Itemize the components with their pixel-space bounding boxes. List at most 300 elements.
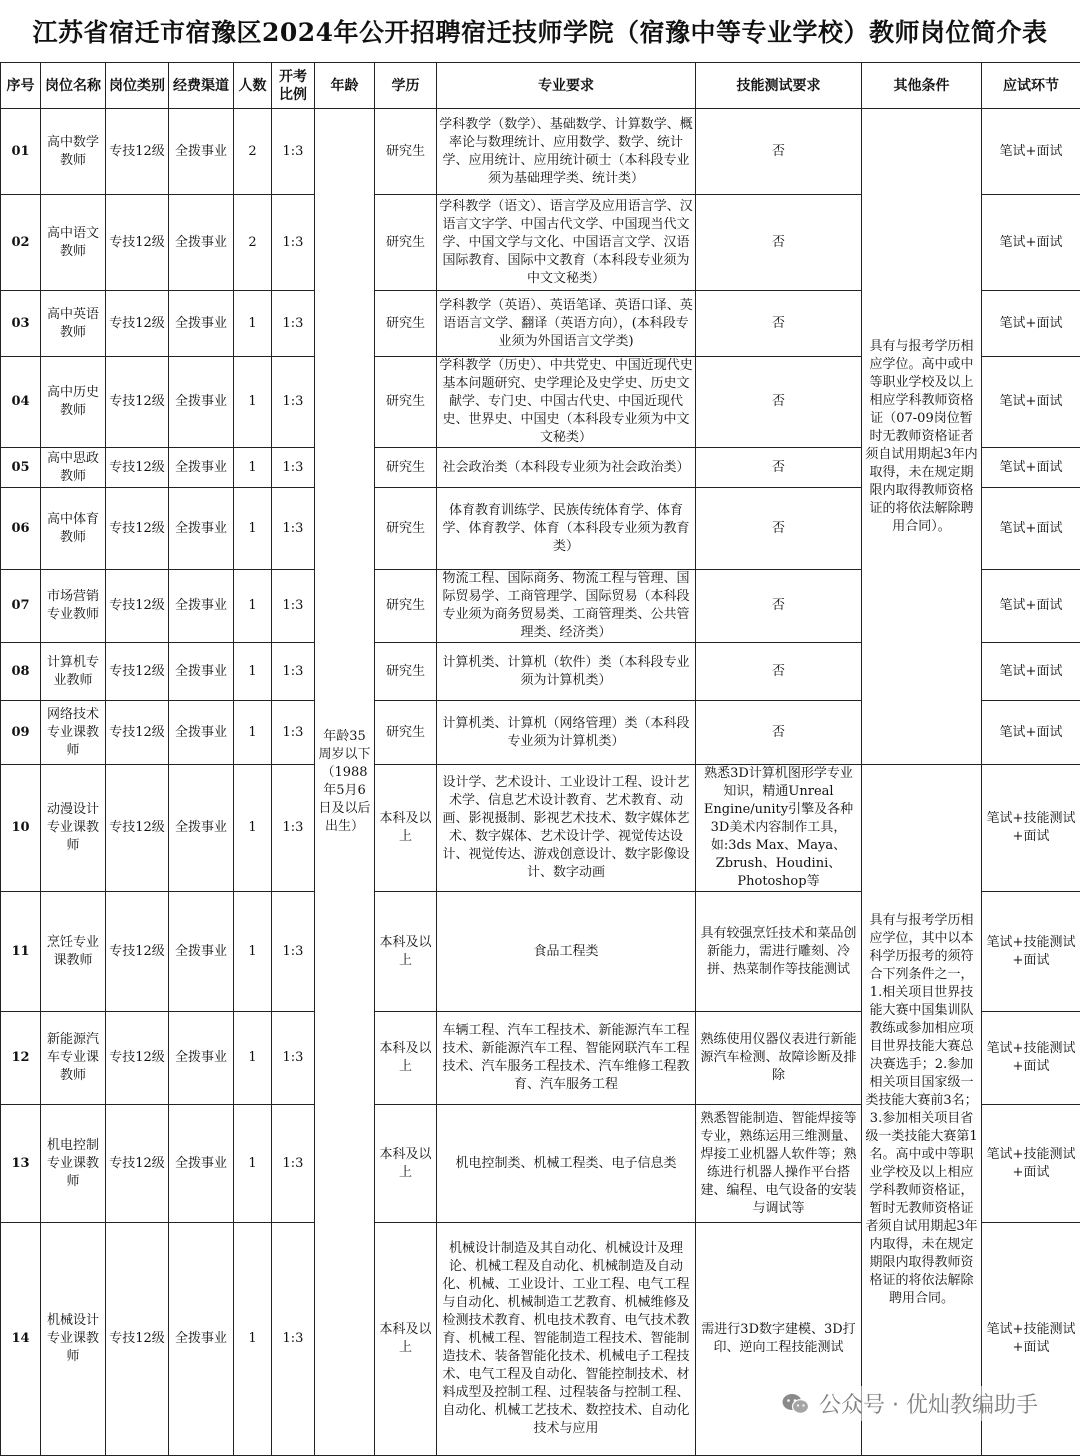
cell-exam-text: 笔试+面试 [984, 234, 1078, 252]
cell-count-text: 1 [236, 1330, 269, 1348]
cell-major [437, 765, 696, 892]
cell-category-text: 专技12级 [108, 393, 166, 411]
cell-skill-text: 熟悉3D计算机图形学专业知识，精通Unreal Engine/unity引擎及各种3D美术内容制作工具，如:3ds Max、Maya、Zbrush、Houdini、Photoshop等 [698, 765, 859, 891]
cell-name [41, 488, 106, 570]
cell-skill-text: 否 [698, 143, 859, 161]
cell-major-text: 设计学、艺术设计、工业设计工程、设计艺术学、信息艺术设计教育、艺术教育、动画、影视摄制、影视艺术技术、数字媒体艺术、数字媒体、艺术设计学、视觉传达设计、视觉传达、游戏创意设计、数字影像设计、数字动画 [439, 774, 693, 882]
cell-count-text: 1 [236, 1049, 269, 1067]
cell-count-text: 1 [236, 943, 269, 961]
cell-category [106, 1105, 169, 1223]
cell-funding-text: 全拨事业 [171, 1155, 231, 1173]
cell-ratio-text: 1:3 [274, 234, 312, 252]
cell-count-text: 1 [236, 724, 269, 742]
cell-count-text: 1 [236, 393, 269, 411]
cell-category [106, 448, 169, 488]
cell-seq-text: 07 [3, 597, 38, 615]
cell-ratio [272, 357, 315, 448]
cell-skill-text: 否 [698, 234, 859, 252]
cell-ratio-text: 1:3 [274, 663, 312, 681]
cell-exam-text: 笔试+面试 [984, 393, 1078, 411]
cell-skill [696, 892, 862, 1012]
cell-funding [169, 357, 234, 448]
cell-name-text: 高中历史教师 [43, 384, 103, 420]
cell-exam-text: 笔试+面试 [984, 724, 1078, 742]
cell-major [437, 448, 696, 488]
cell-count-text: 1 [236, 597, 269, 615]
cell-exam-text: 笔试+面试 [984, 459, 1078, 477]
cell-funding [169, 892, 234, 1012]
cell-ratio [272, 570, 315, 643]
cell-major-text: 社会政治类（本科段专业须为社会政治类） [439, 459, 693, 477]
cell-major [437, 357, 696, 448]
cell-edu-text: 研究生 [377, 234, 434, 252]
cell-exam-text: 笔试+技能测试+面试 [984, 1146, 1078, 1182]
cell-seq [1, 765, 41, 892]
cell-seq [1, 195, 41, 291]
cell-edu [375, 488, 437, 570]
cell-edu-text: 本科及以上 [377, 810, 434, 846]
cell-age-text: 年龄35周岁以下（1988年5月6日及以后出生） [317, 728, 372, 836]
cell-ratio [272, 765, 315, 892]
cell-category-text: 专技12级 [108, 819, 166, 837]
cell-skill-text: 否 [698, 315, 859, 333]
job-table [0, 62, 1080, 1456]
cell-exam-text: 笔试+技能测试+面试 [984, 1040, 1078, 1076]
cell-funding-text: 全拨事业 [171, 597, 231, 615]
cell-skill-text: 熟练使用仪器仪表进行新能源汽车检测、故障诊断及排除 [698, 1031, 859, 1085]
cell-ratio [272, 1223, 315, 1456]
cell-major-text: 机械设计制造及其自动化、机械设计及理论、机械工程及自动化、机械制造及自动化、机械、工业设计、工业工程、电气工程与自动化、机械制造工艺教育、机械维修及检测技术教育、机电技术教育、电气技术教育、机械工程、智能制造工程技术、智能制造技术、装备智能化技术、机械电子工程技术、电气工程及自动化、智能控制技术、材料成型及控制工程、过程装备与控制工程、自动化、机械工艺技术、数控技术、自动化技术与应用 [439, 1240, 693, 1438]
cell-edu [375, 291, 437, 357]
cell-name [41, 701, 106, 765]
cell-count-text: 2 [236, 234, 269, 252]
cell-exam [982, 765, 1080, 892]
cell-major-text: 机电控制类、机械工程类、电子信息类 [439, 1155, 693, 1173]
cell-funding-text: 全拨事业 [171, 1049, 231, 1067]
cell-major [437, 109, 696, 195]
cell-exam-text: 笔试+技能测试+面试 [984, 1321, 1078, 1357]
cell-funding [169, 1012, 234, 1105]
cell-funding-text: 全拨事业 [171, 143, 231, 161]
cell-category-text: 专技12级 [108, 315, 166, 333]
header-exam: 应试环节 [982, 63, 1080, 109]
cell-category [106, 765, 169, 892]
cell-seq-text: 09 [3, 724, 38, 742]
cell-edu [375, 765, 437, 892]
cell-count [234, 765, 272, 892]
cell-name [41, 765, 106, 892]
cell-ratio-text: 1:3 [274, 520, 312, 538]
header-count: 人数 [234, 63, 272, 109]
cell-skill [696, 765, 862, 892]
cell-category [106, 1223, 169, 1456]
cell-skill [696, 701, 862, 765]
cell-category-text: 专技12级 [108, 1330, 166, 1348]
cell-ratio [272, 109, 315, 195]
cell-ratio [272, 291, 315, 357]
cell-category [106, 291, 169, 357]
cell-edu-text: 本科及以上 [377, 1146, 434, 1182]
cell-name [41, 109, 106, 195]
cell-name [41, 1223, 106, 1456]
cell-major [437, 1105, 696, 1223]
cell-edu-text: 本科及以上 [377, 934, 434, 970]
cell-name-text: 机械设计专业课教师 [43, 1312, 103, 1366]
cell-seq-text: 14 [3, 1330, 38, 1348]
cell-funding [169, 195, 234, 291]
cell-edu [375, 892, 437, 1012]
cell-major-text: 物流工程、国际商务、物流工程与管理、国际贸易学、工商管理学、国际贸易（本科段专业须为商务贸易类、工商管理类、公共管理类、经济类） [439, 570, 693, 642]
cell-major-text: 学科教学（英语）、英语笔译、英语口译、英语语言文学、翻译（英语方向），(本科段专业须为外国语言文学类) [439, 297, 693, 351]
cell-ratio [272, 643, 315, 701]
cell-seq-text: 02 [3, 234, 38, 252]
cell-funding-text: 全拨事业 [171, 724, 231, 742]
cell-skill-text: 熟悉智能制造、智能焊接等专业，熟练运用三维测量、焊接工业机器人软件等；熟练进行机器人操作平台搭建、编程、电气设备的安装与调试等 [698, 1110, 859, 1218]
cell-seq [1, 291, 41, 357]
cell-count-text: 1 [236, 520, 269, 538]
cell-count-text: 1 [236, 663, 269, 681]
cell-skill [696, 357, 862, 448]
header-category: 岗位类别 [106, 63, 169, 109]
cell-major [437, 701, 696, 765]
cell-exam [982, 195, 1080, 291]
cell-edu [375, 448, 437, 488]
cell-funding-text: 全拨事业 [171, 819, 231, 837]
header-edu: 学历 [375, 63, 437, 109]
cell-seq [1, 357, 41, 448]
cell-edu-text: 研究生 [377, 459, 434, 477]
cell-seq-text: 06 [3, 520, 38, 538]
cell-seq-text: 13 [3, 1155, 38, 1173]
cell-major [437, 291, 696, 357]
cell-seq [1, 1223, 41, 1456]
cell-funding-text: 全拨事业 [171, 315, 231, 333]
cell-skill-text: 否 [698, 393, 859, 411]
header-age: 年龄 [315, 63, 375, 109]
cell-edu [375, 109, 437, 195]
cell-funding-text: 全拨事业 [171, 663, 231, 681]
cell-seq [1, 892, 41, 1012]
cell-category [106, 195, 169, 291]
cell-count [234, 291, 272, 357]
cell-name-text: 烹饪专业课教师 [43, 934, 103, 970]
cell-funding [169, 570, 234, 643]
header-skill: 技能测试要求 [696, 63, 862, 109]
header-funding: 经费渠道 [169, 63, 234, 109]
cell-ratio-text: 1:3 [274, 1330, 312, 1348]
cell-funding-text: 全拨事业 [171, 520, 231, 538]
cell-edu-text: 本科及以上 [377, 1321, 434, 1357]
cell-major-text: 体育教育训练学、民族传统体育学、体育学、体育教学、体育（本科段专业须为教育类） [439, 502, 693, 556]
cell-major-text: 食品工程类 [439, 943, 693, 961]
cell-seq-text: 12 [3, 1049, 38, 1067]
cell-ratio [272, 1012, 315, 1105]
cell-ratio [272, 701, 315, 765]
cell-category-text: 专技12级 [108, 943, 166, 961]
cell-exam [982, 488, 1080, 570]
cell-major-text: 学科教学（历史）、中共党史、中国近现代史基本问题研究、史学理论及史学史、历史文献学、专门史、中国古代史、中国近现代史、世界史、中国史（本科段专业须为中文文秘类） [439, 357, 693, 447]
cell-major-text: 学科教学（语文）、语言学及应用语言学、汉语言文字学、中国古代文学、中国现当代文学、中国文学与文化、中国语言文学、汉语国际教育、国际中文教育（本科段专业须为中文文秘类） [439, 198, 693, 288]
cell-category-text: 专技12级 [108, 1155, 166, 1173]
cell-funding [169, 109, 234, 195]
cell-edu-text: 本科及以上 [377, 1040, 434, 1076]
cell-skill [696, 448, 862, 488]
header-ratio: 开考比例 [272, 63, 315, 109]
cell-ratio [272, 488, 315, 570]
cell-name-text: 网络技术专业课教师 [43, 706, 103, 760]
cell-name-text: 机电控制专业课教师 [43, 1137, 103, 1191]
cell-exam-text: 笔试+技能测试+面试 [984, 934, 1078, 970]
cell-count [234, 488, 272, 570]
cell-count-text: 1 [236, 819, 269, 837]
cell-edu [375, 1105, 437, 1223]
cell-seq [1, 570, 41, 643]
cell-edu [375, 1223, 437, 1456]
cell-name-text: 高中语文教师 [43, 225, 103, 261]
cell-skill [696, 643, 862, 701]
cell-edu-text: 研究生 [377, 393, 434, 411]
cell-category-text: 专技12级 [108, 520, 166, 538]
cell-skill-text: 否 [698, 663, 859, 681]
cell-edu-text: 研究生 [377, 520, 434, 538]
cell-skill [696, 570, 862, 643]
cell-funding [169, 1105, 234, 1223]
cell-count [234, 1223, 272, 1456]
cell-exam-text: 笔试+面试 [984, 663, 1078, 681]
cell-funding-text: 全拨事业 [171, 234, 231, 252]
cell-major-text: 计算机类、计算机（网络管理）类（本科段专业须为计算机类） [439, 715, 693, 751]
cell-funding [169, 291, 234, 357]
header-name: 岗位名称 [41, 63, 106, 109]
cell-name [41, 570, 106, 643]
cell-count-text: 1 [236, 459, 269, 477]
cell-exam-text: 笔试+面试 [984, 520, 1078, 538]
cell-seq [1, 109, 41, 195]
cell-exam-text: 笔试+技能测试+面试 [984, 810, 1078, 846]
cell-seq [1, 701, 41, 765]
cell-edu [375, 701, 437, 765]
header-row [1, 63, 1080, 109]
cell-edu [375, 357, 437, 448]
cell-skill [696, 195, 862, 291]
cell-count [234, 109, 272, 195]
cell-category-text: 专技12级 [108, 1049, 166, 1067]
cell-major [437, 643, 696, 701]
table-row [1, 109, 1080, 195]
cell-skill [696, 1105, 862, 1223]
cell-category-text: 专技12级 [108, 143, 166, 161]
cell-seq-text: 01 [3, 143, 38, 161]
cell-major [437, 488, 696, 570]
cell-category-text: 专技12级 [108, 663, 166, 681]
cell-seq [1, 448, 41, 488]
cell-category-text: 专技12级 [108, 459, 166, 477]
cell-category [106, 892, 169, 1012]
cell-skill-text: 需进行3D数字建模、3D打印、逆向工程技能测试 [698, 1321, 859, 1357]
cell-edu [375, 195, 437, 291]
cell-count [234, 570, 272, 643]
cell-category [106, 570, 169, 643]
cell-category [106, 109, 169, 195]
table-row [1, 765, 1080, 892]
cell-name [41, 357, 106, 448]
cell-seq [1, 488, 41, 570]
cell-ratio-text: 1:3 [274, 819, 312, 837]
cell-funding-text: 全拨事业 [171, 943, 231, 961]
cell-ratio [272, 195, 315, 291]
cell-funding [169, 488, 234, 570]
cell-funding [169, 643, 234, 701]
cell-ratio-text: 1:3 [274, 143, 312, 161]
cell-ratio [272, 892, 315, 1012]
cell-name [41, 1012, 106, 1105]
cell-ratio [272, 448, 315, 488]
cell-name-text: 动漫设计专业课教师 [43, 801, 103, 855]
cell-funding-text: 全拨事业 [171, 459, 231, 477]
cell-ratio-text: 1:3 [274, 1049, 312, 1067]
header-seq: 序号 [1, 63, 41, 109]
cell-exam [982, 892, 1080, 1012]
cell-name [41, 195, 106, 291]
cell-category [106, 357, 169, 448]
cell-exam [982, 291, 1080, 357]
cell-category-text: 专技12级 [108, 597, 166, 615]
cell-exam [982, 448, 1080, 488]
cell-seq-text: 10 [3, 819, 38, 837]
cell-skill [696, 1012, 862, 1105]
cell-category [106, 1012, 169, 1105]
cell-skill-text: 否 [698, 520, 859, 538]
cell-exam [982, 701, 1080, 765]
cell-seq [1, 1012, 41, 1105]
cell-funding-text: 全拨事业 [171, 1330, 231, 1348]
cell-count [234, 701, 272, 765]
cell-seq-text: 03 [3, 315, 38, 333]
cell-name-text: 高中英语教师 [43, 306, 103, 342]
watermark [775, 1386, 1044, 1421]
cell-edu [375, 643, 437, 701]
cell-edu-text: 研究生 [377, 597, 434, 615]
cell-funding-text: 全拨事业 [171, 393, 231, 411]
cell-skill [696, 291, 862, 357]
cell-exam-text: 笔试+面试 [984, 597, 1078, 615]
cell-edu-text: 研究生 [377, 315, 434, 333]
cell-funding [169, 765, 234, 892]
cell-other-1-text: 具有与报考学历相应学位。高中或中等职业学校及以上相应学科教师资格证（07-09岗位暂时无教师资格证者须自试用期起3年内取得，未在规定期限内取得教师资格证的将依法解除聘用合同）。 [864, 338, 979, 536]
other-conditions-cell-2 [862, 765, 982, 1456]
cell-name [41, 1105, 106, 1223]
cell-name [41, 643, 106, 701]
cell-count [234, 1105, 272, 1223]
cell-exam [982, 643, 1080, 701]
cell-ratio-text: 1:3 [274, 943, 312, 961]
cell-exam [982, 570, 1080, 643]
cell-skill-text: 否 [698, 597, 859, 615]
cell-other-2-text: 具有与报考学历相应学位，其中以本科学历报考的须符合下列条件之一，1.相关项目世界技能大赛中国集训队教练或参加相应项目世界技能大赛总决赛选手；2.参加相关项目国家级一类技能大赛前3名；3.参加相关项目省级一类技能大赛第1名。高中或中等职业学校及以上相应学科教师资格证，暂时无教师资格证者须自试用期起3年内取得，未在规定期限内取得教师资格证的将依法解除聘用合同。 [864, 912, 979, 1308]
cell-edu [375, 1012, 437, 1105]
cell-ratio-text: 1:3 [274, 1155, 312, 1173]
cell-edu-text: 研究生 [377, 143, 434, 161]
cell-exam [982, 109, 1080, 195]
cell-exam [982, 1012, 1080, 1105]
cell-count [234, 195, 272, 291]
cell-funding [169, 701, 234, 765]
cell-name-text: 新能源汽车专业课教师 [43, 1031, 103, 1085]
cell-ratio-text: 1:3 [274, 597, 312, 615]
cell-category-text: 专技12级 [108, 724, 166, 742]
cell-seq-text: 05 [3, 459, 38, 477]
cell-category [106, 643, 169, 701]
cell-name [41, 448, 106, 488]
cell-name-text: 高中数学教师 [43, 134, 103, 170]
cell-funding [169, 1223, 234, 1456]
cell-seq-text: 11 [3, 943, 38, 961]
cell-major-text: 车辆工程、汽车工程技术、新能源汽车工程技术、新能源汽车工程、智能网联汽车工程技术、汽车服务工程技术、汽车维修工程教育、汽车服务工程 [439, 1022, 693, 1094]
cell-count [234, 357, 272, 448]
cell-edu [375, 570, 437, 643]
age-requirement-cell [315, 109, 375, 1456]
other-conditions-cell-1 [862, 109, 982, 765]
cell-count [234, 1012, 272, 1105]
cell-funding [169, 448, 234, 488]
cell-count-text: 1 [236, 315, 269, 333]
cell-major-text: 学科教学（数学）、基础数学、计算数学、概率论与数理统计、应用数学、数学、统计学、应用统计、应用统计硕士（本科段专业须为基础理学类、统计类） [439, 116, 693, 188]
cell-seq [1, 643, 41, 701]
cell-major-text: 计算机类、计算机（软件）类（本科段专业须为计算机类） [439, 654, 693, 690]
cell-count-text: 2 [236, 143, 269, 161]
cell-exam [982, 357, 1080, 448]
header-other: 其他条件 [862, 63, 982, 109]
cell-major [437, 1223, 696, 1456]
header-major: 专业要求 [437, 63, 696, 109]
cell-exam-text: 笔试+面试 [984, 315, 1078, 333]
cell-skill-text: 具有较强烹饪技术和菜品创新能力，需进行雕刻、冷拼、热菜制作等技能测试 [698, 925, 859, 979]
cell-skill-text: 否 [698, 459, 859, 477]
cell-ratio-text: 1:3 [274, 393, 312, 411]
cell-count [234, 643, 272, 701]
cell-major [437, 1012, 696, 1105]
cell-ratio [272, 1105, 315, 1223]
cell-skill [696, 109, 862, 195]
cell-category [106, 488, 169, 570]
cell-skill [696, 488, 862, 570]
cell-edu-text: 研究生 [377, 724, 434, 742]
cell-major [437, 892, 696, 1012]
cell-ratio-text: 1:3 [274, 724, 312, 742]
cell-exam-text: 笔试+面试 [984, 143, 1078, 161]
cell-name-text: 市场营销专业教师 [43, 588, 103, 624]
page-title: 江苏省宿迁市宿豫区2024年公开招聘宿迁技师学院（宿豫中等专业学校）教师岗位简介表 [0, 0, 1080, 62]
cell-name [41, 892, 106, 1012]
cell-name-text: 高中思政教师 [43, 450, 103, 486]
cell-name-text: 计算机专业教师 [43, 654, 103, 690]
wechat-icon [781, 1392, 811, 1416]
cell-category-text: 专技12级 [108, 234, 166, 252]
cell-ratio-text: 1:3 [274, 315, 312, 333]
cell-count [234, 892, 272, 1012]
cell-count [234, 448, 272, 488]
cell-major [437, 195, 696, 291]
cell-exam [982, 1105, 1080, 1223]
cell-seq-text: 08 [3, 663, 38, 681]
cell-category [106, 701, 169, 765]
cell-name-text: 高中体育教师 [43, 511, 103, 547]
cell-count-text: 1 [236, 1155, 269, 1173]
cell-seq-text: 04 [3, 393, 38, 411]
watermark-text: 公众号 · 优灿教编助手 [819, 1388, 1038, 1419]
cell-seq [1, 1105, 41, 1223]
cell-edu-text: 研究生 [377, 663, 434, 681]
